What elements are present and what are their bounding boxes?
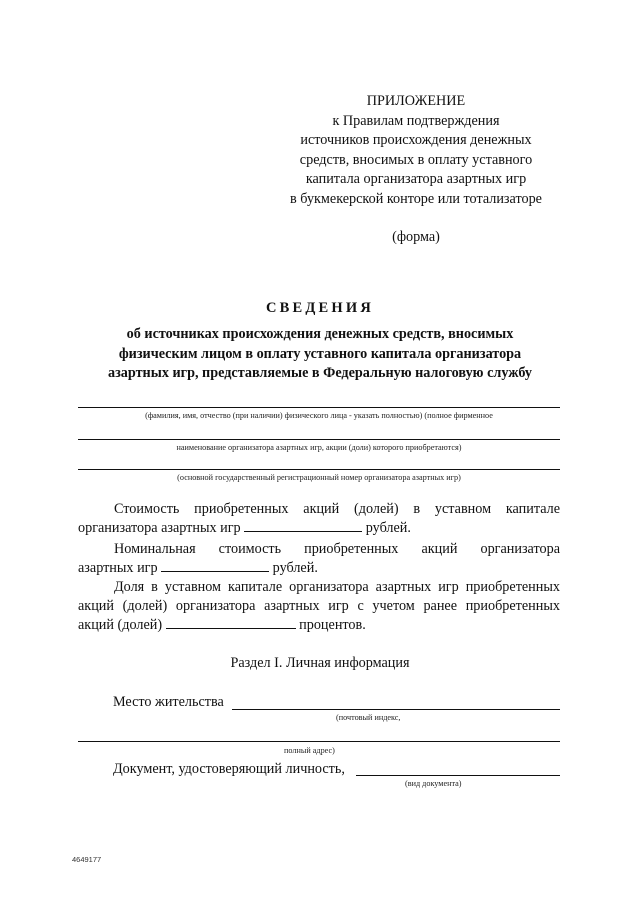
document-subheading — [80, 325, 560, 384]
residence-field[interactable] — [232, 709, 560, 710]
appendix-block — [272, 92, 560, 248]
nominal-line1: Номинальная стоимость приобретенных акций организатора — [114, 541, 560, 557]
appendix-line: капитала организатора азартных игр — [305, 171, 527, 187]
cost-line2-end: рублей. — [365, 520, 411, 537]
subheading-line: об источниках происхождения денежных средств, вносимых — [126, 326, 514, 342]
identity-doc-field[interactable] — [356, 775, 560, 776]
cost-amount-field[interactable] — [244, 519, 362, 532]
document-number: 4649177 — [72, 855, 102, 864]
nominal-line2-end: рублей. — [272, 560, 318, 577]
share-line3-start: акций (долей) — [78, 617, 163, 634]
paragraph-share — [78, 578, 560, 636]
share-line3-end: процентов. — [299, 617, 366, 634]
residence-caption-postal: (почтовый индекс, — [336, 713, 401, 722]
nominal-line2-start: азартных игр — [78, 560, 158, 577]
subheading-line: физическим лицом в оплату уставного капитала организатора — [118, 345, 522, 362]
paragraph-nominal — [78, 540, 560, 578]
appendix-line: средств, вносимых в оплату уставного — [299, 151, 533, 168]
caption-ogrn: (основной государственный регистрационный номер организатора азартных игр) — [177, 473, 461, 482]
paragraph-cost — [78, 500, 560, 538]
fill-line-organizer-name[interactable] — [78, 439, 560, 440]
residence-address-field[interactable] — [78, 741, 560, 742]
nominal-amount-field[interactable] — [161, 559, 269, 572]
identity-doc-label: Документ, удостоверяющий личность, — [113, 761, 345, 777]
residence-label: Место жительства — [113, 694, 224, 710]
caption-organizer-name: наименование организатора азартных игр, акции (доли) которого приобретаются) — [176, 443, 462, 452]
share-percent-field[interactable] — [166, 616, 296, 629]
cost-line2-start: организатора азартных игр — [78, 520, 241, 537]
share-line2: акций (долей) организатора азартных игр с учетом ранее приобретенных — [78, 598, 560, 615]
appendix-line: в букмекерской конторе или тотализаторе — [290, 190, 542, 207]
residence-caption-address: полный адрес) — [284, 746, 335, 755]
subheading-line: азартных игр, представляемые в Федеральную налоговую службу — [108, 365, 532, 381]
share-line1: Доля в уставном капитале организатора азартных игр приобретенных — [114, 579, 560, 595]
caption-fullname: (фамилия, имя, отчество (при наличии) физического лица - указать полностью) (полное фирменное — [145, 411, 493, 420]
document-heading: СВЕДЕНИЯ — [265, 300, 375, 316]
identity-doc-caption: (вид документа) — [405, 779, 462, 788]
form-note: (форма) — [392, 229, 440, 245]
fill-line-fullname[interactable] — [78, 407, 560, 408]
section-title: Раздел I. Личная информация — [230, 655, 410, 671]
appendix-title: ПРИЛОЖЕНИЕ — [366, 93, 466, 109]
appendix-line: источников происхождения денежных — [300, 132, 532, 148]
fill-line-ogrn[interactable] — [78, 469, 560, 470]
cost-line1: Стоимость приобретенных акций (долей) в уставном капитале — [114, 501, 560, 517]
appendix-line: к Правилам подтверждения — [332, 112, 500, 129]
